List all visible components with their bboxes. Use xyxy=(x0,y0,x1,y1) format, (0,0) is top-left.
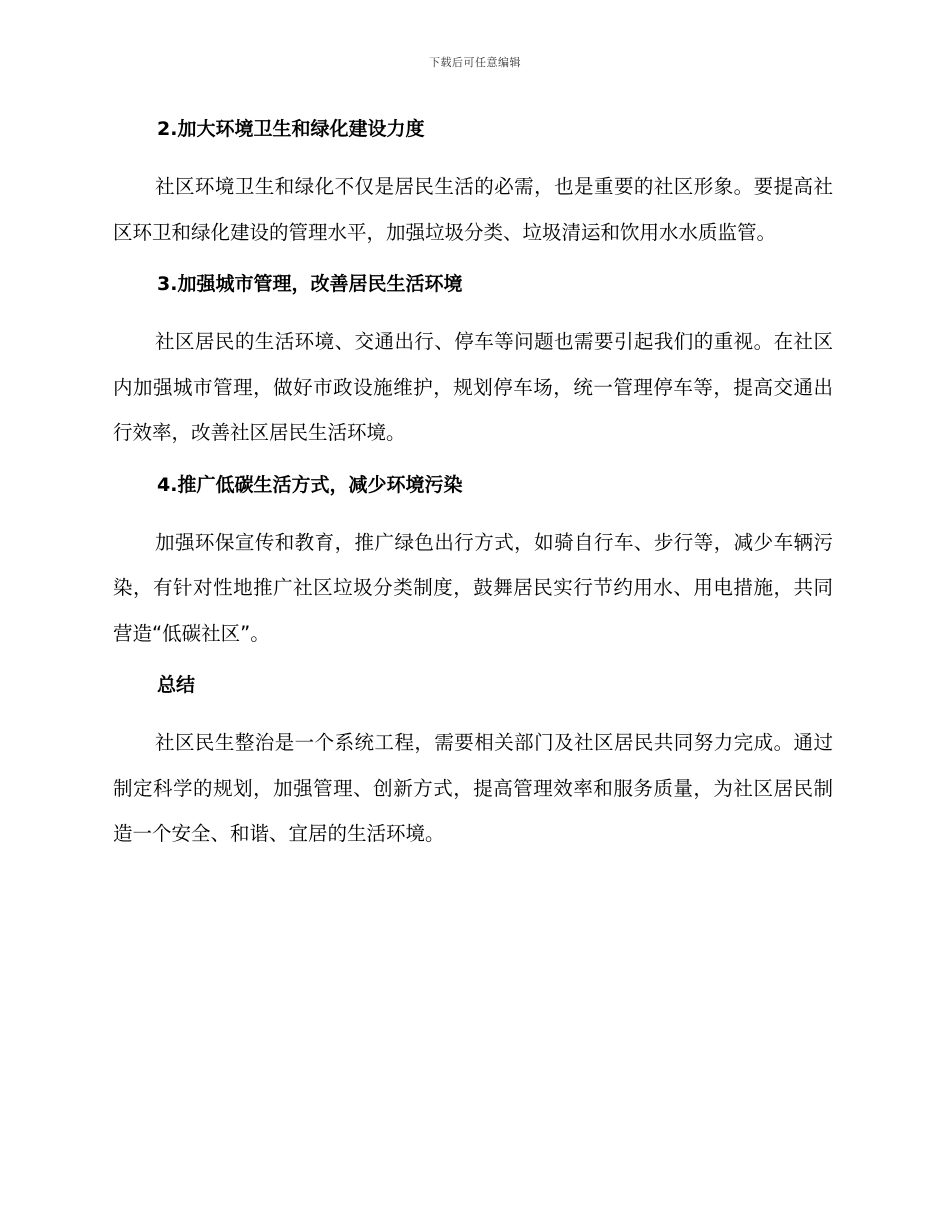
section-city-management xyxy=(113,267,833,468)
document-body xyxy=(113,112,833,857)
section-paragraph: 加强环保宣传和教育，推广绿色出行方式，如骑自行车、步行等，减少车辆污染，有针对性地推广社区垃圾分类制度，鼓舞居民实行节约用水、用电措施，共同营造“低碳社区”。 xyxy=(113,530,833,645)
section-heading: 4.推广低碳生活方式，减少环境污染 xyxy=(157,473,463,496)
section-paragraph: 社区居民的生活环境、交通出行、停车等问题也需要引起我们的重视。在社区内加强城市管理，做好市政设施维护，规划停车场，统一管理停车等，提高交通出行效率，改善社区居民生活环境。 xyxy=(113,330,833,444)
section-heading: 总结 xyxy=(157,674,196,696)
section-heading: 3.加强城市管理，改善居民生活环境 xyxy=(157,273,463,295)
header-note: 下载后可任意编辑 xyxy=(429,56,521,69)
section-environment-greening xyxy=(113,112,833,267)
section-paragraph: 社区环境卫生和绿化不仅是居民生活的必需，也是重要的社区形象。要提高社区环卫和绿化建设的管理水平，加强垃圾分类、垃圾清运和饮用水水质监管。 xyxy=(113,175,833,244)
section-low-carbon xyxy=(113,468,833,669)
section-paragraph: 社区民生整治是一个系统工程，需要相关部门及社区居民共同努力完成。通过制定科学的规划，加强管理、创新方式，提高管理效率和服务质量，为社区居民制造一个安全、和谐、宜居的生活环境。 xyxy=(113,731,833,845)
section-summary xyxy=(113,668,833,857)
section-heading: 2.加大环境卫生和绿化建设力度 xyxy=(157,118,425,140)
